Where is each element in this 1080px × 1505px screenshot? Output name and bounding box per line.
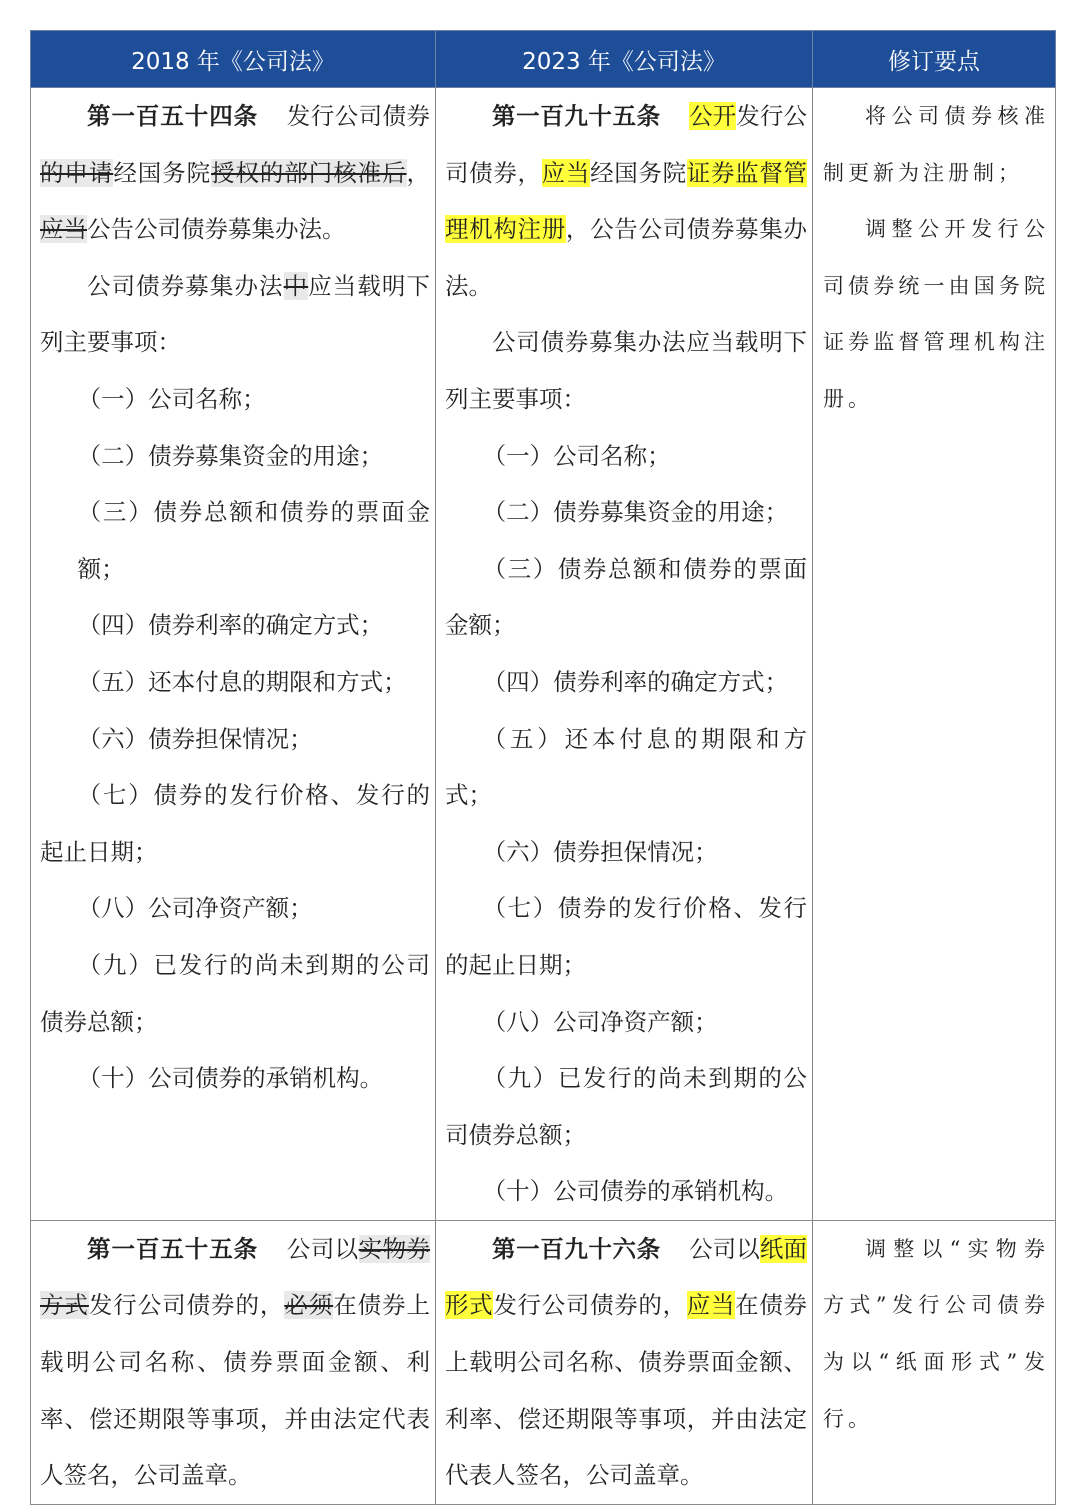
list-item: （三）债券总额和债券的票面金额； (445, 554, 807, 640)
list-item: （九）已发行的尚未到期的公司债券总额； (445, 1064, 807, 1149)
deleted-text: 必须 (284, 1291, 334, 1320)
list-item: （八）公司净资产额； (482, 1007, 718, 1036)
article-195-title: 第一百九十五条 (492, 102, 661, 130)
highlighted-text: 应当 (686, 1291, 736, 1320)
article-154-para-2: 公司债券募集办法中应当载明下列主要事项： (40, 271, 431, 357)
revision-point-2-cell (813, 1220, 1056, 1504)
list-item: （四）债券利率的确定方式； (482, 667, 789, 696)
header-revision-points: 修订要点 (813, 31, 1056, 88)
law-comparison-table (30, 30, 1056, 1505)
highlighted-text: 应当 (541, 158, 591, 187)
article-155-para: 第一百五十五条 公司以实物券方式发行公司债券的，必须在债券上载明公司名称、债券票面金额、利率、偿还期限等事项，并由法定代表人签名，公司盖章。 (40, 1234, 431, 1490)
deleted-text: 的申请 (40, 158, 114, 187)
article-154-cell (31, 88, 436, 1221)
list-item: （四）债券利率的确定方式； (77, 611, 384, 640)
header-2023-law: 2023 年《公司法》 (436, 31, 813, 88)
deleted-text: 中 (283, 271, 309, 300)
list-item: （七）债券的发行价格、发行的起止日期； (40, 781, 430, 866)
list-item: （九）已发行的尚未到期的公司债券总额； (40, 950, 430, 1036)
article-155-cell (31, 1220, 436, 1504)
article-196-para: 第一百九十六条 公司以纸面形式发行公司债券的，应当在债券上载明公司名称、债券票面金额、利率、偿还期限等事项，并由法定代表人签名，公司盖章。 (445, 1234, 808, 1490)
list-item: （五）还本付息的期限和方式； (445, 724, 807, 810)
article-196-cell (436, 1220, 813, 1504)
list-item: （六）债券担保情况； (482, 837, 718, 866)
revision-point-1b: 调整公开发行公司债券统一由国务院证券监督管理机构注册。 (823, 217, 1049, 411)
highlighted-text: 证券监督管理机构注册 (445, 158, 808, 244)
article-196-title: 第一百九十六条 (492, 1234, 661, 1263)
list-item: （一）公司名称； (77, 384, 266, 413)
revision-point-1-cell (813, 88, 1056, 1221)
deleted-text: 应当 (40, 215, 87, 244)
header-2018-law: 2018 年《公司法》 (31, 31, 436, 88)
list-item: （十）公司债券的承销机构。 (482, 1177, 789, 1206)
list-item: （二）债券募集资金的用途； (482, 498, 789, 527)
revision-point-2: 调整以“实物券方式”发行公司债券为以“纸面形式”发行。 (823, 1236, 1049, 1431)
article-154-title: 第一百五十四条 (87, 102, 259, 130)
list-item: （五）还本付息的期限和方式； (77, 667, 407, 696)
header-row (31, 31, 1056, 88)
list-item: （三）债券总额和债券的票面金额； (77, 498, 430, 583)
list-item: （六）债券担保情况； (77, 724, 313, 753)
article-195-cell (436, 88, 813, 1221)
list-item: （七）债券的发行价格、发行的起止日期； (445, 894, 807, 979)
table-row (31, 1220, 1056, 1504)
highlighted-text: 公开 (688, 102, 737, 130)
highlighted-text: 纸面形式 (445, 1234, 807, 1320)
deleted-text: 实物券方式 (40, 1234, 431, 1320)
article-154-para-1: 第一百五十四条 发行公司债券的申请经国务院授权的部门核准后，应当公告公司债券募集办法。 (40, 102, 431, 244)
revision-point-1a: 将公司债券核准制更新为注册制； (823, 104, 1049, 185)
deleted-text: 授权的部门核准后 (211, 158, 407, 187)
list-item: （二）债券募集资金的用途； (77, 441, 384, 470)
table-row (31, 88, 1056, 1221)
article-155-title: 第一百五十五条 (87, 1234, 259, 1263)
list-item: （十）公司债券的承销机构。 (77, 1064, 384, 1093)
article-195-para-2: 公司债券募集办法应当载明下列主要事项： (445, 328, 807, 413)
article-195-para-1: 第一百九十五条 公开发行公司债券，应当经国务院证券监督管理机构注册，公告公司债券募集办法。 (445, 102, 808, 300)
list-item: （八）公司净资产额； (77, 894, 313, 923)
list-item: （一）公司名称； (482, 441, 671, 470)
